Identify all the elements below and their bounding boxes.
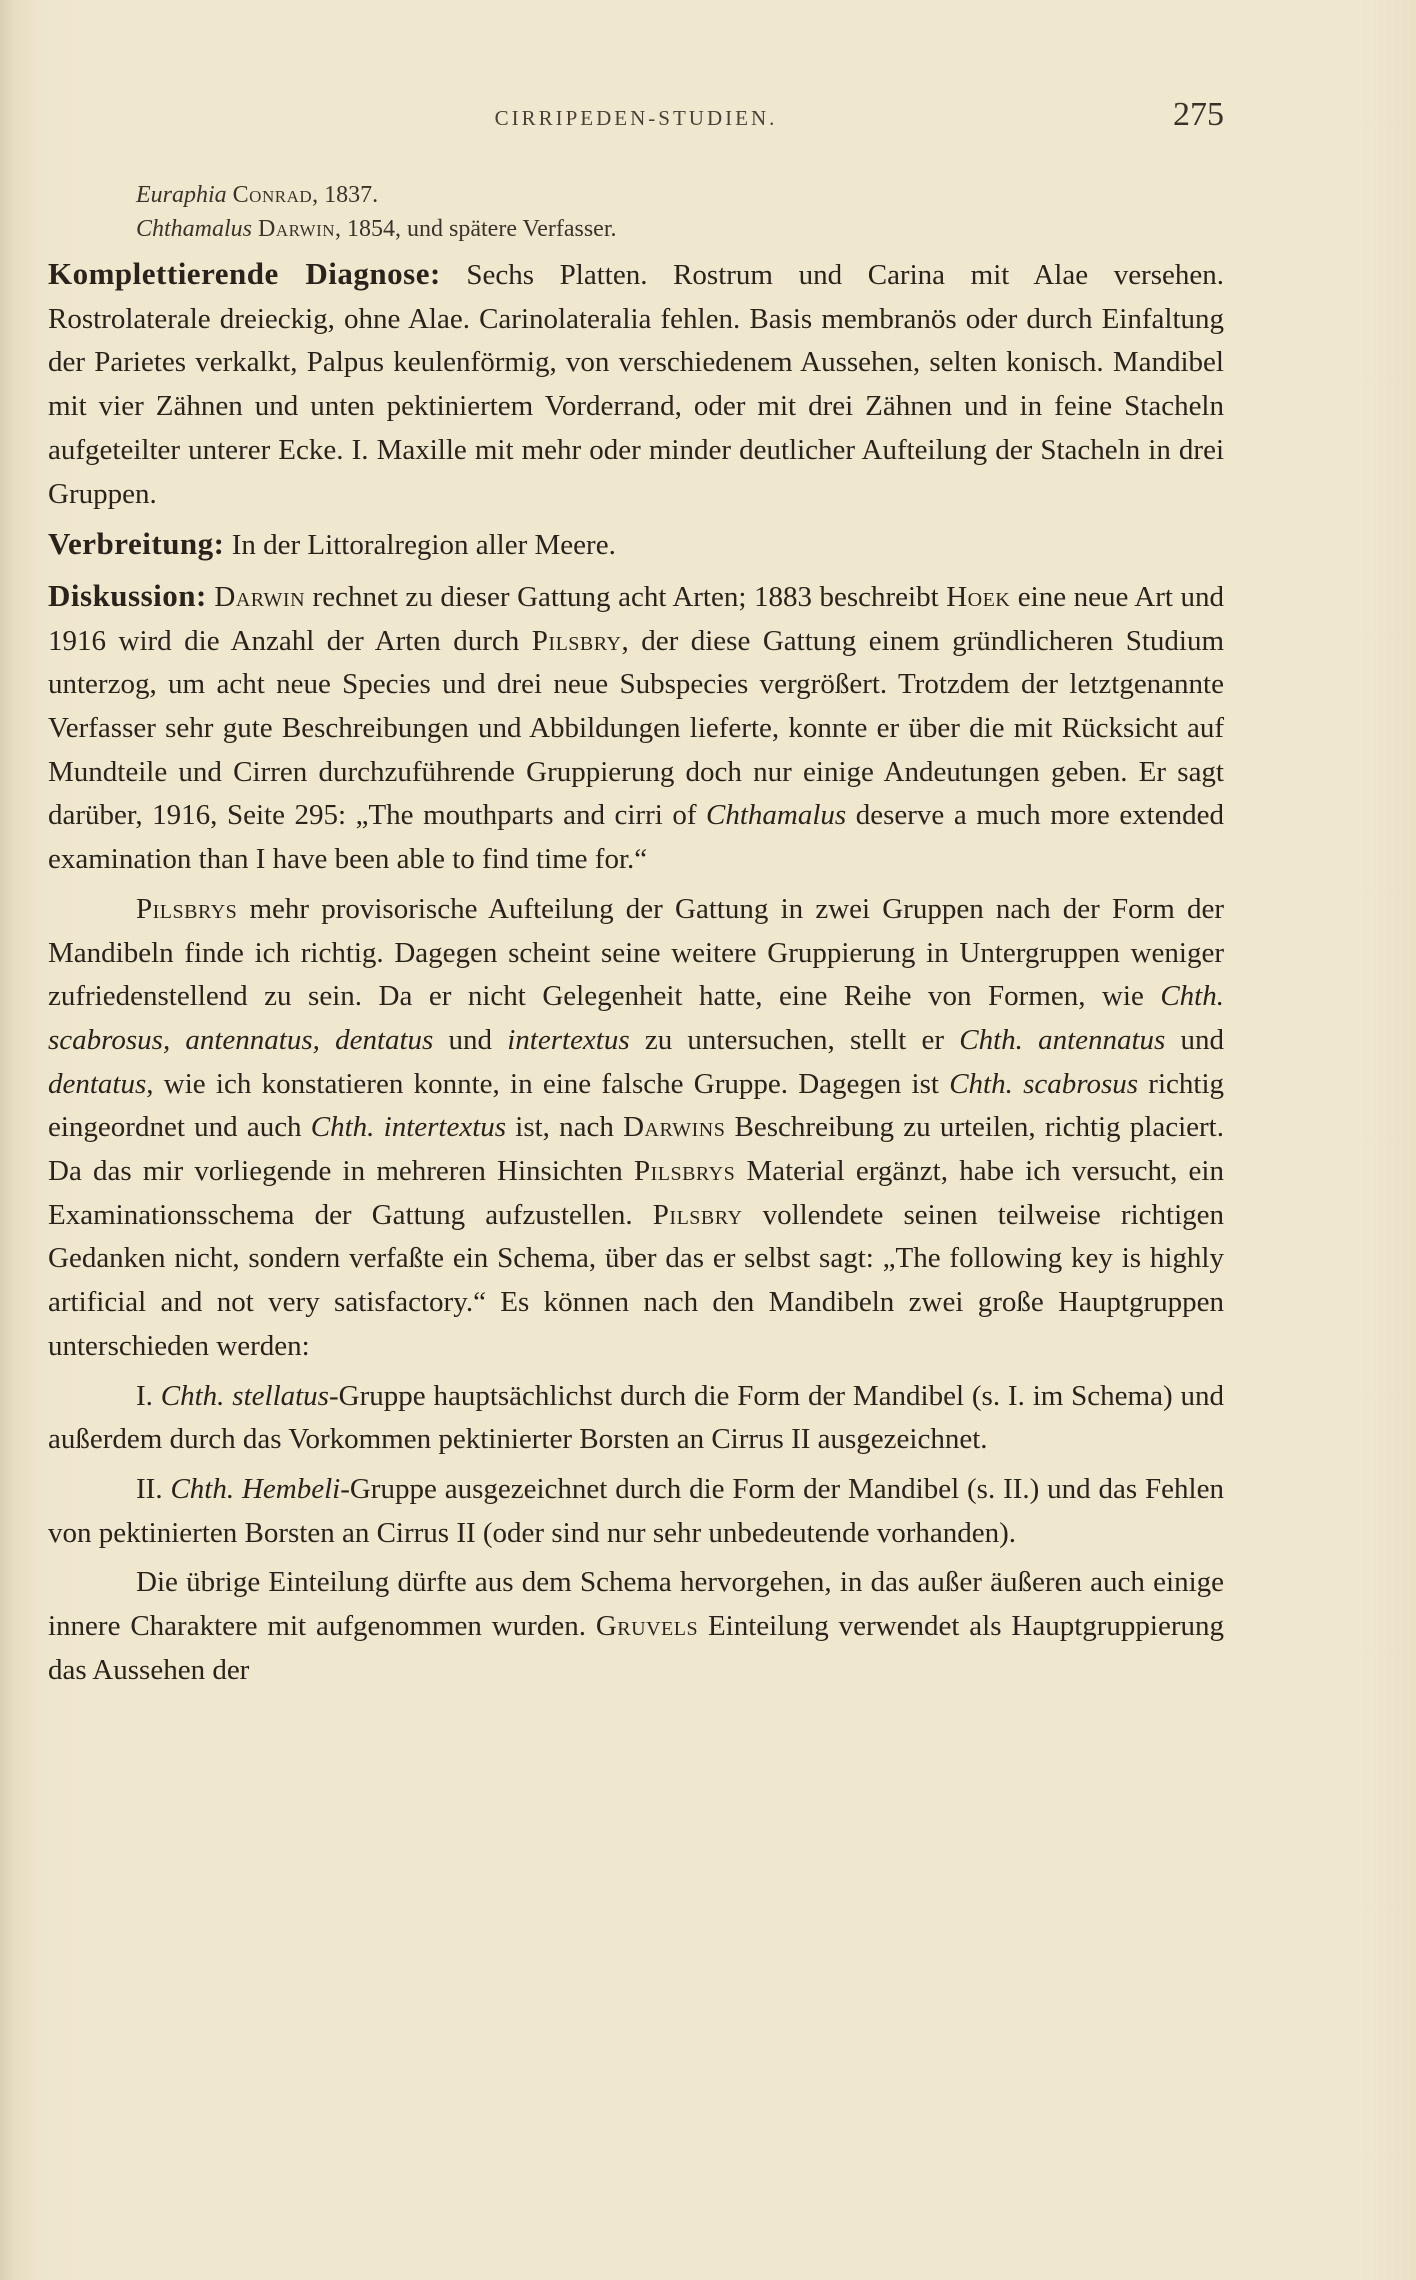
- author-name: Hoek: [946, 580, 1011, 613]
- text-run: Material ergänzt, habe ich versucht, ein Examinationsschema der Gattung aufzustellen.: [48, 1155, 1224, 1231]
- synonym-line-euraphia: [48, 178, 1224, 212]
- verbreitung-heading: Verbreitung:: [48, 526, 225, 562]
- species-name: Chth. scabrosus, antennatus, dentatus: [48, 980, 1224, 1056]
- text-run: -Gruppe ausgezeichnet durch die Form der Mandibel (s. II.) und das Fehlen von pektinierten Borsten an Cirrus II (oder sind nur sehr unbedeutende vorhanden).: [48, 1472, 1224, 1549]
- text-run: Die übrige Einteilung dürfte aus dem Schema hervorgehen, in das außer äußeren auch einige innere Charaktere mit aufgenommen wurden.: [48, 1566, 1224, 1643]
- species-name: Chth. scabrosus: [949, 1067, 1139, 1100]
- page-header: [48, 96, 1224, 140]
- synonym-year: , 1837.: [312, 182, 379, 208]
- closing-paragraph: [48, 1561, 1224, 1692]
- text-run: Einteilung verwendet als Hauptgruppierung das Aussehen der: [48, 1610, 1225, 1686]
- text-run: und: [433, 1023, 508, 1056]
- diskussion-paragraph: [48, 574, 1224, 882]
- verbreitung-paragraph: [48, 522, 1224, 568]
- synonym-genus: Chthamalus: [136, 216, 253, 242]
- species-name: Chth. Hembeli: [170, 1472, 341, 1505]
- author-name: Darwin: [214, 580, 306, 613]
- text-run: , der diese Gattung einem gründlicheren Studium unterzog, um acht neue Species und drei neue Subspecies vergrößert. Trotzdem der letztgenannte Verfasser sehr gute Beschreibungen und Abbildungen lieferte, konnte er über die mit Rücksicht auf Mundteile und Cirren durchzuführende Gruppierung doch nur einige Andeutungen geben. Er sagt darüber, 1916, Seite 295: „The mouthparts and cirri of: [48, 624, 1225, 832]
- author-name: Gruvels: [595, 1610, 699, 1643]
- author-name: Pilsbrys: [136, 892, 238, 925]
- text-run: vollendete seinen teilweise richtigen Gedanken nicht, sondern verfaßte ein Schema, über das er selbst sagt: „The following key is highly artificial and not very satisfactory.“ Es können nach den Mandibeln zwei große Hauptgruppen unterschieden werden:: [48, 1198, 1224, 1362]
- synonym-line-chthamalus: [48, 212, 1224, 246]
- verbreitung-text: In der Littoralregion aller Meere.: [224, 529, 616, 562]
- group-one-paragraph: [48, 1375, 1224, 1462]
- species-name: Chthamalus: [706, 799, 847, 832]
- grouping-paragraph: [48, 888, 1224, 1369]
- text-run: deserve a much more extended examination than I have been able to find time for.“: [48, 799, 1224, 876]
- diagnose-text: Sechs Platten. Rostrum und Carina mit Alae versehen. Rostrolaterale dreieckig, ohne Alae. Carinolateralia fehlen. Basis membranös oder durch Einfaltung der Parietes verkalkt, Palpus keulenförmig, von verschiedenem Aussehen, selten konisch. Mandibel mit vier Zähnen und unten pektiniertem Vorderrand, oder mit drei Zähnen und in feine Stacheln aufgeteilter unterer Ecke. I. Maxille mit mehr oder minder deutlicher Aufteilung der Stacheln in drei Gruppen.: [48, 259, 1224, 510]
- running-head: CIRRIPEDEN-STUDIEN.: [494, 106, 778, 130]
- author-name: Pilsbry: [652, 1198, 743, 1231]
- text-run: mehr provisorische Aufteilung der Gattung in zwei Gruppen nach der Form der Mandibeln finde ich richtig. Dagegen scheint seine weitere Gruppierung in Untergruppen weniger zufriedenstellend zu sein. Da er nicht Gelegenheit hatte, eine Reihe von Formen, wie: [48, 892, 1224, 1013]
- text-run: und: [1165, 1023, 1225, 1056]
- synonym-genus: Euraphia: [136, 182, 227, 208]
- text-run: zu untersuchen, stellt er: [629, 1023, 960, 1056]
- synonym-year: , 1854, und spätere Verfasser.: [335, 216, 617, 242]
- author-name: Pilsbrys: [633, 1155, 736, 1188]
- text-run: richtig eingeordnet und auch: [48, 1067, 1225, 1144]
- text-run: Beschreibung zu urteilen, richtig placiert. Da das mir vorliegende in mehreren Hinsichten: [48, 1111, 1224, 1188]
- text-run: eine neue Art und 1916 wird die Anzahl der Arten durch: [48, 580, 1225, 657]
- text-run: -Gruppe hauptsächlichst durch die Form der Mandibel (s. I. im Schema) und außerdem durch das Vorkommen pektinierter Borsten an Cirrus II ausgezeichnet.: [48, 1379, 1224, 1456]
- diagnose-paragraph: [48, 252, 1224, 516]
- text-run: rechnet zu dieser Gattung acht Arten; 1883 beschreibt: [305, 580, 947, 613]
- synonym-author: Conrad: [232, 182, 313, 208]
- diagnose-heading: Komplettierende Diagnose:: [48, 256, 441, 291]
- author-name: Pilsbry: [531, 624, 622, 657]
- species-name: Chth. intertextus: [310, 1111, 507, 1144]
- group-two-paragraph: [48, 1468, 1224, 1555]
- species-name: Chth. stellatus: [160, 1379, 329, 1412]
- author-name: Darwins: [623, 1111, 726, 1144]
- page-body: [48, 178, 1224, 1693]
- text-run: ist, nach: [506, 1111, 624, 1144]
- text-run: II.: [136, 1472, 171, 1505]
- species-name: intertextus: [507, 1023, 630, 1056]
- page-number: 275: [1173, 96, 1224, 133]
- diskussion-heading: Diskussion:: [48, 577, 207, 613]
- species-name: Chth. antennatus: [959, 1023, 1166, 1056]
- synonym-author: Darwin: [258, 216, 336, 242]
- species-name: dentatus: [48, 1067, 147, 1100]
- text-run: I.: [136, 1379, 161, 1412]
- text-run: , wie ich konstatieren konnte, in eine falsche Gruppe. Dagegen ist: [146, 1067, 950, 1100]
